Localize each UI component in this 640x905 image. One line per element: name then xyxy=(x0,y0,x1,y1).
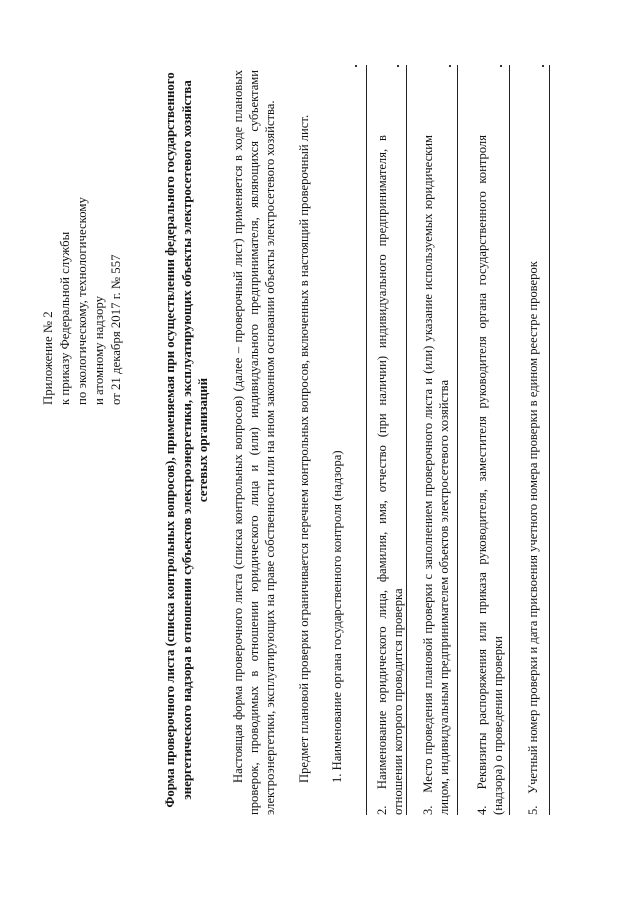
fill-line xyxy=(549,65,550,815)
item-number: 4. xyxy=(475,805,489,815)
checklist-item-3 xyxy=(420,135,452,815)
item-number: 1. xyxy=(330,773,344,783)
line-end-mark xyxy=(542,65,544,67)
subject-paragraph xyxy=(296,70,312,815)
line-end-mark xyxy=(500,65,502,67)
intro-paragraph xyxy=(230,70,278,815)
item-text: Место проведения плановой проверки с заполнением проверочного листа и (или) указание используемых юридическим лицом, индивидуальным предпринимателем объектов электросетевого хозяйства xyxy=(421,135,451,815)
fill-line xyxy=(366,65,367,815)
intro-text: Настоящая форма проверочного листа (списка контрольных вопросов) (далее – проверочный лист) применяется в ходе плановых проверок, проводимых в отношении юридического лица и (или) индивидуального предпринимателя, являющихся субъектами электроэнергетики, эксплуатирующих на праве собственности или на ином законном основании объекты электросетевого хозяйства. xyxy=(231,70,277,815)
appendix-line: и атомному надзору xyxy=(92,296,106,405)
fill-line xyxy=(406,65,407,815)
appendix-line: Приложение № 2 xyxy=(41,311,55,405)
checklist-item-4 xyxy=(474,135,506,815)
line-end-mark xyxy=(397,65,399,67)
fill-line xyxy=(509,65,510,815)
item-text: Наименование органа государственного контроля (надзора) xyxy=(330,450,344,771)
appendix-header xyxy=(40,85,125,405)
document-title: Форма проверочного листа (списка контрольных вопросов), применяемая при осуществлении федерального государственного энергетического надзора в отношении субъектов электроэнергетики, эксплуатирующих объекты электросетевого хозяйства сетевых организаций xyxy=(163,72,210,808)
appendix-line: по экологическому, технологическому xyxy=(75,197,89,405)
appendix-line: от 21 декабря 2017 г. № 557 xyxy=(109,254,123,405)
item-number: 2. xyxy=(375,805,389,815)
line-end-mark xyxy=(355,65,357,67)
item-number: 5. xyxy=(526,805,540,815)
subject-text: Предмет плановой проверки ограничивается перечнем контрольных вопросов, включенных в настоящий проверочный лист. xyxy=(297,114,311,783)
item-text: Наименование юридического лица, фамилия, имя, отчество (при наличии) индивидуального предпринимателя, в отношении которого проводится проверка xyxy=(375,135,405,815)
checklist-item-1 xyxy=(329,450,345,783)
line-end-mark xyxy=(449,65,451,67)
checklist-item-2 xyxy=(374,135,406,815)
fill-line xyxy=(457,65,458,815)
appendix-line: к приказу Федеральной службы xyxy=(58,231,72,405)
item-text: Учетный номер проверки и дата присвоения учетного номера проверки в едином реестре проверок xyxy=(526,261,540,794)
checklist-item-5 xyxy=(525,135,541,815)
item-number: 3. xyxy=(421,805,435,815)
item-text: Реквизиты распоряжения или приказа руководителя, заместителя руководителя органа государственного контроля (надзора) о проведении проверки xyxy=(475,135,505,815)
